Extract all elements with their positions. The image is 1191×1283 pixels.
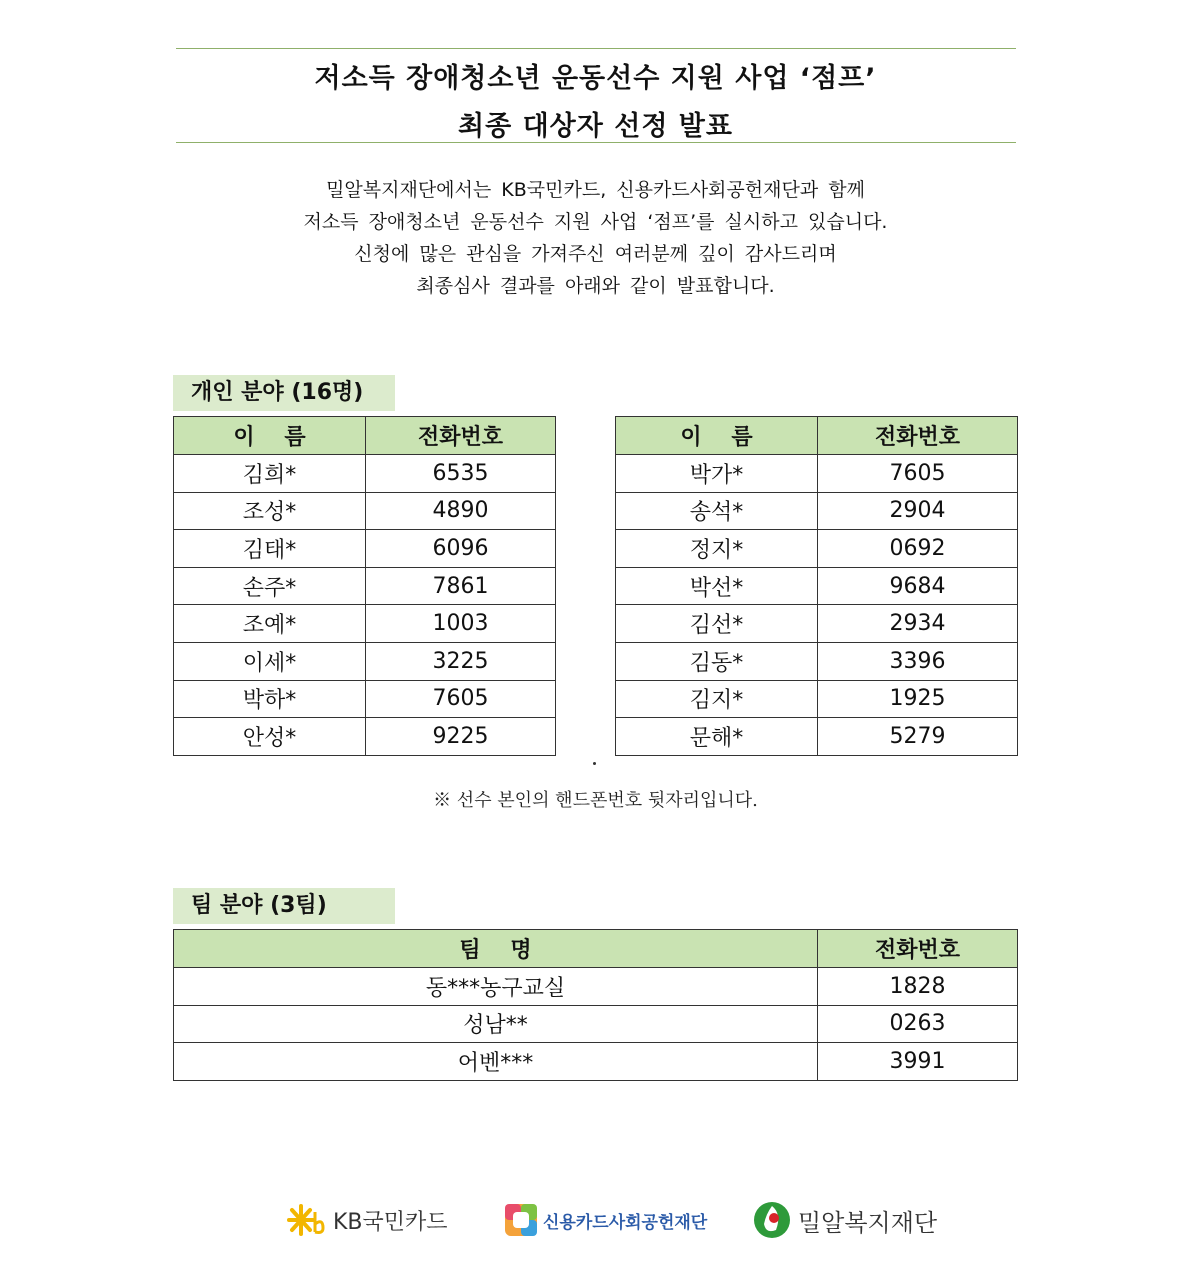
column-header-phone: 전화번호 — [818, 417, 1018, 455]
kb-logo-text: KB국민카드 — [333, 1209, 448, 1235]
name-cell: 손주* — [174, 567, 366, 605]
milal-logo-text: 밀알복지재단 — [798, 1208, 938, 1237]
name-cell: 동***농구교실 — [174, 968, 818, 1006]
phone-cell: 4890 — [366, 492, 556, 530]
phone-cell: 1003 — [366, 605, 556, 643]
phone-cell: 7605 — [818, 455, 1018, 493]
sponsor-logos — [0, 1198, 1191, 1242]
individual-section-label: 개인 분야 (16명) — [173, 375, 395, 411]
intro-paragraph — [0, 174, 1191, 302]
phone-cell: 7605 — [366, 680, 556, 718]
kb-kookmin-card-logo — [287, 1198, 448, 1242]
column-header-phone: 전화번호 — [366, 417, 556, 455]
table-header-row — [616, 417, 1018, 455]
phone-cell: 0263 — [818, 1005, 1018, 1043]
table-row — [174, 567, 556, 605]
name-cell: 김선* — [616, 605, 818, 643]
column-header-name: 이 름 — [174, 417, 366, 455]
column-header-phone: 전화번호 — [818, 930, 1018, 968]
table-row — [616, 718, 1018, 756]
phone-cell: 1925 — [818, 680, 1018, 718]
table-row — [174, 1043, 1018, 1081]
intro-line: 신청에 많은 관심을 가져주신 여러분께 깊이 감사드리며 — [354, 243, 837, 265]
table-row — [174, 642, 556, 680]
table-row — [174, 680, 556, 718]
phone-cell: 3225 — [366, 642, 556, 680]
name-cell: 박하* — [174, 680, 366, 718]
name-cell: 안성* — [174, 718, 366, 756]
milal-circle-icon — [752, 1200, 792, 1240]
phone-cell: 3396 — [818, 642, 1018, 680]
table-row — [174, 605, 556, 643]
name-cell: 조예* — [174, 605, 366, 643]
name-cell: 박선* — [616, 567, 818, 605]
table-row — [174, 530, 556, 568]
kb-star-icon — [287, 1202, 327, 1238]
table-row — [616, 455, 1018, 493]
phone-cell: 5279 — [818, 718, 1018, 756]
page-title: 저소득 장애청소년 운동선수 지원 사업 ‘점프’ — [314, 63, 877, 94]
name-cell: 송석* — [616, 492, 818, 530]
foundation-square-icon — [505, 1204, 537, 1236]
team-table — [173, 929, 1018, 1081]
table-row — [174, 1005, 1018, 1043]
phone-cell: 7861 — [366, 567, 556, 605]
table-row — [616, 680, 1018, 718]
individual-table-right — [615, 416, 1018, 756]
name-cell: 박가* — [616, 455, 818, 493]
foundation-logo-text: 신용카드사회공헌재단 — [543, 1212, 708, 1233]
team-section-label: 팀 분야 (3팀) — [173, 888, 395, 924]
table-row — [174, 455, 556, 493]
phone-cell: 9684 — [818, 567, 1018, 605]
name-cell: 정지* — [616, 530, 818, 568]
table-header-row — [174, 930, 1018, 968]
name-cell: 어벤*** — [174, 1043, 818, 1081]
phone-cell: 2934 — [818, 605, 1018, 643]
phone-cell: 2904 — [818, 492, 1018, 530]
column-header-team-name: 팀 명 — [174, 930, 818, 968]
phone-cell: 6096 — [366, 530, 556, 568]
phone-cell: 9225 — [366, 718, 556, 756]
top-rule — [176, 48, 1016, 49]
milal-welfare-logo — [752, 1198, 937, 1242]
name-cell: 김태* — [174, 530, 366, 568]
table-row — [616, 530, 1018, 568]
table-row — [616, 492, 1018, 530]
table-row — [174, 492, 556, 530]
phone-cell: 0692 — [818, 530, 1018, 568]
individual-table-left — [173, 416, 556, 756]
table-header-row — [174, 417, 556, 455]
name-cell: 김동* — [616, 642, 818, 680]
phone-cell: 6535 — [366, 455, 556, 493]
table-row — [174, 718, 556, 756]
intro-line: 밀알복지재단에서는 KB국민카드, 신용카드사회공헌재단과 함께 — [326, 179, 865, 201]
name-cell: 이세* — [174, 642, 366, 680]
table-row — [616, 567, 1018, 605]
phone-note: ※ 선수 본인의 핸드폰번호 뒷자리입니다. — [433, 790, 758, 811]
credit-card-foundation-logo — [505, 1198, 707, 1242]
name-cell: 김희* — [174, 455, 366, 493]
table-row — [174, 968, 1018, 1006]
table-row — [616, 605, 1018, 643]
phone-cell: 1828 — [818, 968, 1018, 1006]
separator-dot — [593, 762, 596, 765]
intro-line: 최종심사 결과를 아래와 같이 발표합니다. — [416, 275, 775, 297]
name-cell: 문해* — [616, 718, 818, 756]
name-cell: 조성* — [174, 492, 366, 530]
page-subtitle: 최종 대상자 선정 발표 — [458, 111, 733, 142]
column-header-name: 이 름 — [616, 417, 818, 455]
bottom-rule — [176, 142, 1016, 143]
table-row — [616, 642, 1018, 680]
intro-line: 저소득 장애청소년 운동선수 지원 사업 ‘점프’를 실시하고 있습니다. — [303, 211, 888, 233]
name-cell: 김지* — [616, 680, 818, 718]
name-cell: 성남** — [174, 1005, 818, 1043]
phone-cell: 3991 — [818, 1043, 1018, 1081]
